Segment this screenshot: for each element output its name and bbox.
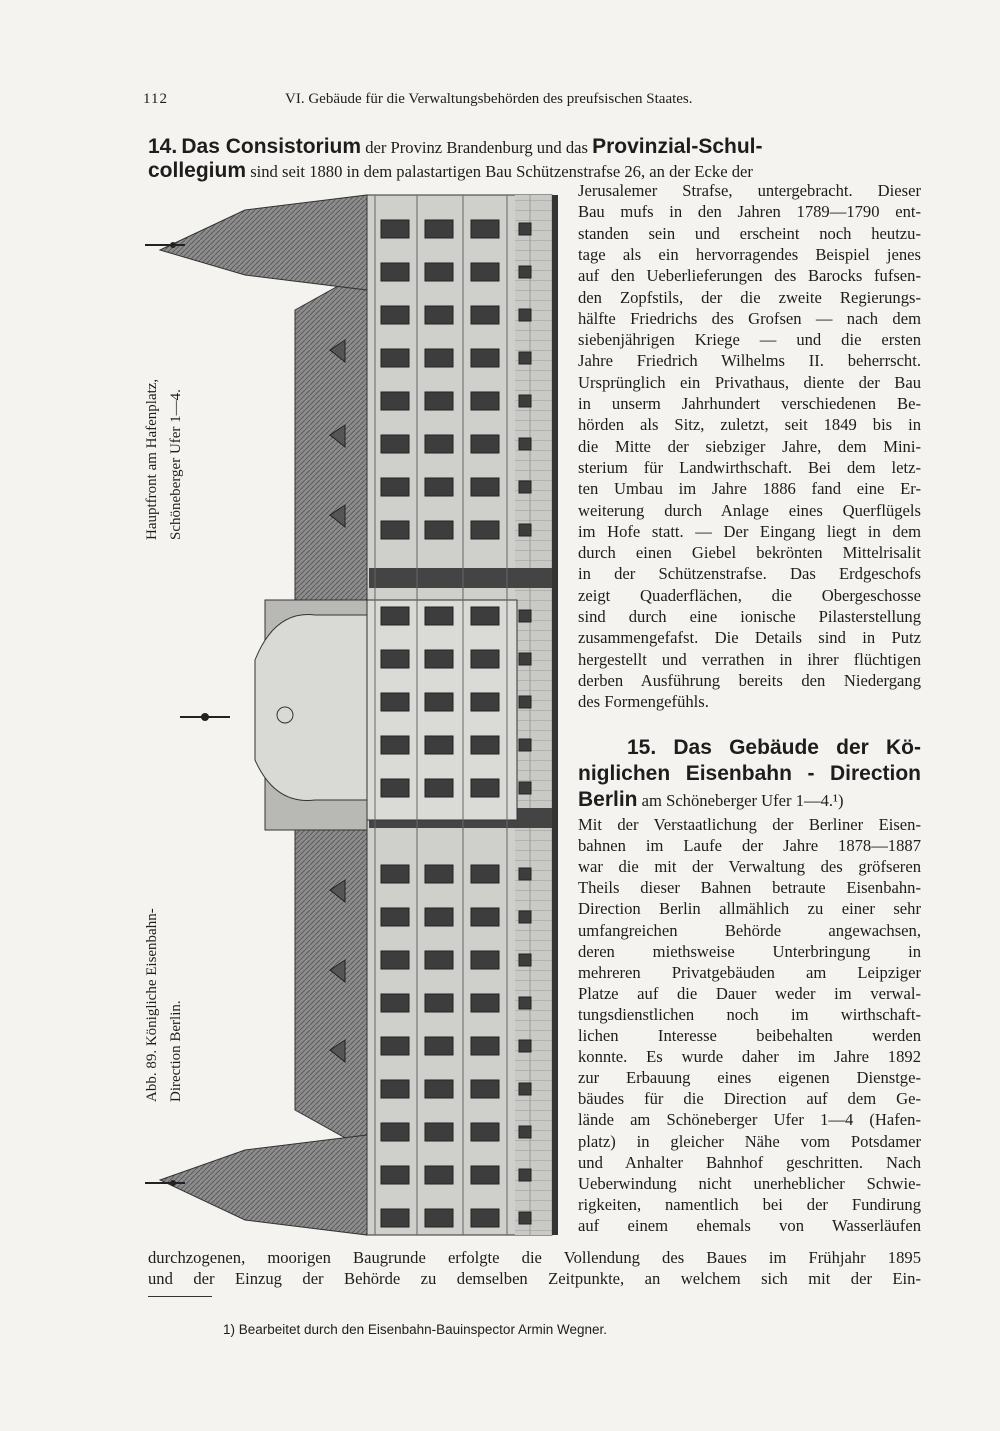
section15-body-line: bäudes für die Direction auf dem Ge- <box>578 1089 921 1109</box>
base-window <box>519 481 531 493</box>
running-title: VI. Gebäude für die Verwaltungsbehörden des preufsischen Staates. <box>285 91 693 107</box>
section14-body-line: Jerusalemer Strafse, untergebracht. Dieser <box>578 181 921 200</box>
base-window <box>519 1169 531 1181</box>
section14-body-line: im Hofe statt. — Der Eingang liegt in dem <box>578 521 921 541</box>
facade-window <box>425 951 453 969</box>
section14-body-line: siebenjährigen Kriege — und die ersten <box>578 330 921 350</box>
base-window <box>519 911 531 923</box>
facade-window <box>425 865 453 883</box>
section14-body-line: durch einen Giebel bekrönten Mittelrisalit <box>578 543 921 563</box>
facade-window <box>471 607 499 625</box>
facade-window <box>381 908 409 926</box>
facade-window <box>381 349 409 367</box>
section15-body-line: bahnen im Laufe der Jahre 1878—1887 <box>578 836 921 856</box>
base-window <box>519 610 531 622</box>
section14-body-line: hergestellt und verrathen in ihrer flüchtigen <box>578 649 921 669</box>
section14-body-line: weiterung durch Anlage eines Querflügels <box>578 500 921 520</box>
section14-body-line: hörden als Sitz, zuletzt, seit 1849 bis in <box>578 415 921 435</box>
section14-body-line: Ursprünglich ein Privathaus, diente der Bau <box>578 372 921 392</box>
base-window <box>519 1212 531 1224</box>
section15-body-line: und Anhalter Bahnhof geschritten. Nach <box>578 1152 921 1172</box>
page-number: 112 <box>143 91 168 107</box>
facade-window <box>471 1209 499 1227</box>
section15-body-line: Direction Berlin allmählich zu einer sehr <box>578 899 921 919</box>
base-window <box>519 1040 531 1052</box>
base-window <box>519 1083 531 1095</box>
facade-window <box>471 865 499 883</box>
base-window <box>519 352 531 364</box>
section15-body-line: lände am Schöneberger Ufer 1—4 (Hafen- <box>578 1110 921 1130</box>
section14-line1 <box>148 136 921 159</box>
section15-heading-3: Berlin <box>578 788 638 811</box>
tower-roof-bottom <box>160 1135 367 1235</box>
section15-body-line: mehreren Privatgebäuden am Leipziger <box>578 962 921 982</box>
section14-title-a: Das Consistorium <box>181 135 362 158</box>
section15-heading-3-rest: am Schöneberger Ufer 1—4.¹) <box>641 791 844 810</box>
section15-body-line: auf einem ehemals von Wasserläufen <box>578 1215 921 1235</box>
facade-window <box>471 1037 499 1055</box>
facade-window <box>381 951 409 969</box>
section14-body-line: des Formengefühls. <box>578 692 709 712</box>
facade-window <box>381 693 409 711</box>
facade-window <box>381 1123 409 1141</box>
facade-window <box>471 1123 499 1141</box>
rusticated-base <box>515 195 552 1235</box>
base-window <box>519 782 531 794</box>
facade-window <box>381 736 409 754</box>
base-window <box>519 438 531 450</box>
facade-window <box>381 1209 409 1227</box>
facade-window <box>471 994 499 1012</box>
facade-window <box>471 263 499 281</box>
section15-body-line: tungsdienstlichen noch im wirthschaft- <box>578 1004 921 1024</box>
facade-window <box>425 435 453 453</box>
facade-window <box>471 650 499 668</box>
section15-body-line: Platze auf die Dauer weder im verwal- <box>578 983 921 1003</box>
plinth-line <box>552 195 558 1235</box>
facade-window <box>425 1166 453 1184</box>
facade-window <box>425 779 453 797</box>
section14-title-c: collegium <box>148 159 247 182</box>
facade-window <box>471 1166 499 1184</box>
section14-body-line: hälfte Friedrichs des Grofsen — nach dem <box>578 308 921 328</box>
facade-window <box>381 607 409 625</box>
facade-window <box>471 392 499 410</box>
facade-window <box>425 306 453 324</box>
section14-number: 14. <box>148 135 178 158</box>
facade-window <box>381 306 409 324</box>
section15-heading-3-line <box>578 789 921 812</box>
section14-body-line: in unserm Jahrhundert verschiedenen Be- <box>578 394 921 413</box>
section15-body-line: Ueberwindung nicht unerheblicher Schwie- <box>578 1173 921 1193</box>
base-window <box>519 653 531 665</box>
base-window <box>519 868 531 880</box>
section14-text-a: der Provinz Brandenburg und das <box>365 138 588 157</box>
base-window <box>519 1126 531 1138</box>
section15-body-line: lichen Interesse beibehalten werden <box>578 1026 921 1045</box>
building-elevation-illustration <box>145 190 570 1240</box>
base-window <box>519 223 531 235</box>
facade-window <box>471 220 499 238</box>
facade-window <box>425 263 453 281</box>
base-window <box>519 266 531 278</box>
facade-window <box>381 1166 409 1184</box>
facade-window <box>425 908 453 926</box>
footnote-rule <box>148 1296 212 1297</box>
facade-window <box>425 1123 453 1141</box>
base-window <box>519 309 531 321</box>
facade-window <box>425 736 453 754</box>
facade-window <box>381 392 409 410</box>
figure-caption-top-line1: Hauptfront am Hafenplatz, <box>144 378 160 540</box>
figure-caption-bottom-line1: Abb. 89. Königliche Eisenbahn- <box>144 908 160 1102</box>
section14-body-line: sterium für Landwirthschaft. Bei dem letz- <box>578 457 921 477</box>
section15-body-line: konnte. Es wurde daher im Jahre 1892 <box>578 1047 921 1067</box>
section14-body-line: Jahre Friedrich Wilhelms II. beherrscht. <box>578 351 921 371</box>
facade-window <box>471 1080 499 1098</box>
facade-window <box>471 349 499 367</box>
facade-window <box>425 607 453 625</box>
section15-body-line: Mit der Verstaatlichung der Berliner Eisen- <box>578 815 921 834</box>
facade-window <box>381 435 409 453</box>
facade-window <box>471 951 499 969</box>
facade-window <box>425 220 453 238</box>
base-window <box>519 739 531 751</box>
section14-body-line: standen sein und erscheint noch heutzu- <box>578 223 921 243</box>
section15-body-line: rigkeiten, namentlich bei der Fundirung <box>578 1194 921 1214</box>
body-full-line-1: durchzogenen, moorigen Baugrunde erfolgte die Vollendung des Baues im Frühjahr 1895 <box>148 1248 921 1267</box>
facade-window <box>471 521 499 539</box>
facade-window <box>471 779 499 797</box>
facade-window <box>425 1080 453 1098</box>
section15-heading-2: niglichen Eisenbahn - Direction <box>578 762 921 785</box>
section15-body-line: deren miethsweise Unterbringung in <box>578 941 921 961</box>
section14-body-line: tage als ein hervorragendes Beispiel jenes <box>578 244 921 264</box>
cornice-band-upper <box>369 568 554 588</box>
section14-body-line: zeigt Quaderflächen, die Obergeschosse <box>578 585 921 605</box>
facade-window <box>381 994 409 1012</box>
base-window <box>519 524 531 536</box>
base-window <box>519 997 531 1009</box>
section14-body-line: Bau mufs in den Jahren 1789—1790 ent- <box>578 202 921 222</box>
section14-body-line: die Mitte der siebziger Jahre, dem Mini- <box>578 436 921 456</box>
figure-caption-bottom-line2: Direction Berlin. <box>168 1000 184 1102</box>
facade-window <box>381 1037 409 1055</box>
section14-body-line: ten Umbau im Jahre 1886 fand eine Er- <box>578 479 921 499</box>
facade-window <box>425 650 453 668</box>
tower-roof-top <box>160 195 367 290</box>
section14-body-line: zusammengefafst. Die Details sind in Putz <box>578 628 921 648</box>
section14-body-line: derben Ausführung bereits den Niedergang <box>578 670 921 690</box>
facade-window <box>381 865 409 883</box>
footnote: 1) Bearbeitet durch den Eisenbahn-Bauinspector Armin Wegner. <box>223 1322 607 1337</box>
facade-window <box>425 478 453 496</box>
body-full-line-2: und der Einzug der Behörde zu demselben Zeitpunkte, an welchem sich mit der Ein- <box>148 1269 921 1288</box>
facade-window <box>425 349 453 367</box>
facade-window <box>471 306 499 324</box>
facade-window <box>381 478 409 496</box>
facade-window <box>471 736 499 754</box>
section14-body-line: in der Schützenstrafse. Das Erdgeschofs <box>578 564 921 584</box>
facade-window <box>381 779 409 797</box>
section15-body-line: war die mit der Verwaltung des gröfseren <box>578 857 921 877</box>
section15-body-line: platz) in gleicher Nähe vom Potsdamer <box>578 1131 921 1151</box>
facade-window <box>471 435 499 453</box>
facade-window <box>471 478 499 496</box>
facade-window <box>381 263 409 281</box>
base-window <box>519 696 531 708</box>
facade-window <box>471 908 499 926</box>
facade-window <box>425 994 453 1012</box>
facade-window <box>381 650 409 668</box>
section14-text-b: sind seit 1880 in dem palastartigen Bau Schützenstrafse 26, an der Ecke der <box>250 162 753 181</box>
section14-title-b: Provinzial-Schul- <box>592 135 763 158</box>
section14-body-line: auf den Ueberlieferungen des Barocks fufsen- <box>578 266 921 286</box>
section15-body-line: Theils dieser Bahnen betraute Eisenbahn- <box>578 878 921 898</box>
figure-caption-top-line2: Schöneberger Ufer 1—4. <box>168 389 184 540</box>
facade-window <box>471 693 499 711</box>
central-gable <box>255 615 367 801</box>
facade-window <box>381 220 409 238</box>
section14-body-line: sind durch eine ionische Pilasterstellung <box>578 607 921 626</box>
section15-body-line: umfangreichen Behörde angewachsen, <box>578 920 921 940</box>
facade-window <box>381 521 409 539</box>
facade-window <box>425 521 453 539</box>
facade-window <box>381 1080 409 1098</box>
facade-window <box>425 1037 453 1055</box>
facade-window <box>425 392 453 410</box>
base-window <box>519 395 531 407</box>
facade-window <box>425 1209 453 1227</box>
section14-body-line: den Zopfstils, der die zweite Regierungs- <box>578 287 921 307</box>
facade-window <box>425 693 453 711</box>
section15-heading-1: 15. Das Gebäude der Kö- <box>627 736 921 759</box>
base-window <box>519 954 531 966</box>
section15-body-line: zur Erbauung eines eigenen Dienstge- <box>578 1068 921 1088</box>
